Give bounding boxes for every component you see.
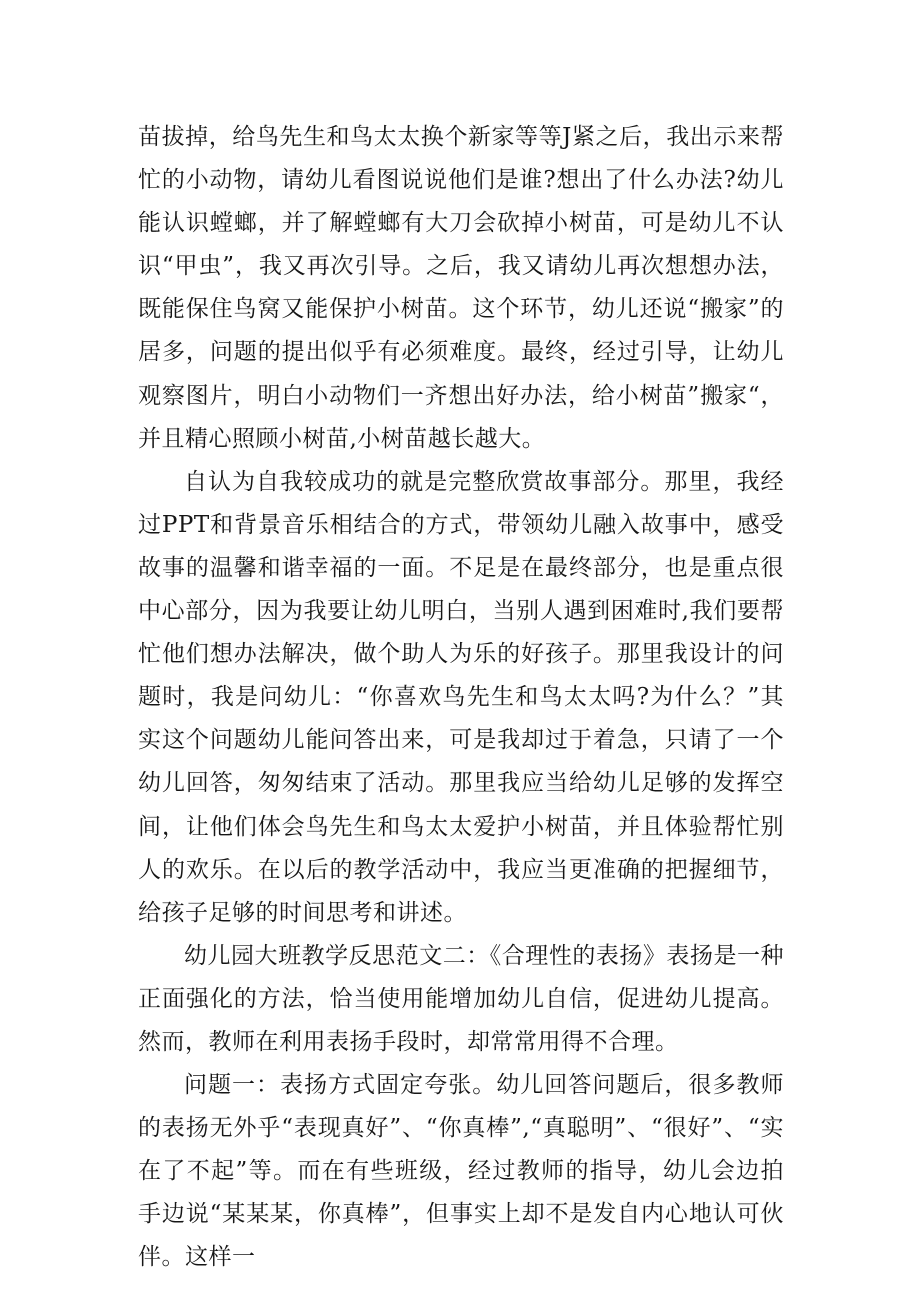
document-body [138, 116, 784, 1280]
paragraph-2: 自认为自我较成功的就是完整欣赏故事部分。那里，我经过PPT和背景音乐相结合的方式，带领幼儿融入故事中，感受故事的温馨和谐幸福的一面。不足是在最终部分，也是重点很中心部分，因为我要让幼儿明白，当别人遇到困难时,我们要帮忙他们想办法解决，做个助人为乐的好孩子。那里我设计的问题时，我是问幼儿：“你喜欢鸟先生和鸟太太吗?为什么？”其实这个问题幼儿能问答出来，可是我却过于着急，只请了一个幼儿回答，匆匆结束了活动。那里我应当给幼儿足够的发挥空间，让他们体会鸟先生和鸟太太爱护小树苗，并且体验帮忙别人的欢乐。在以后的教学活动中，我应当更准确的把握细节，给孩子足够的时间思考和讲述。 [138, 468, 784, 926]
paragraph-1: 苗拔掉，给鸟先生和鸟太太换个新家等等J紧之后，我出示来帮忙的小动物，请幼儿看图说说他们是谁?想出了什么办法?幼儿能认识螳螂，并了解螳螂有大刀会砍掉小树苗，可是幼儿不认识“甲虫”，我又再次引导。之后，我又请幼儿再次想想办法，既能保住鸟窝又能保护小树苗。这个环节，幼儿还说“搬家”的居多，问题的提出似乎有必须难度。最终，经过引导，让幼儿观察图片，明白小动物们一齐想出好办法，给小树苗”搬家“，并且精心照顾小树苗,小树苗越长越大。 [138, 124, 784, 452]
paragraph-4: 问题一：表扬方式固定夸张。幼儿回答问题后，很多教师的表扬无外乎“表现真好”、“你真棒”,“真聪明”、“很好”、“实在了不起”等。而在有些班级，经过教师的指导，幼儿会边拍手边说“某某某，你真棒”，但事实上却不是发自内心地认可伙伴。这样一 [138, 1072, 784, 1271]
paragraph-3: 幼儿园大班教学反思范文二：《合理性的表扬》表扬是一种正面强化的方法，恰当使用能增加幼儿自信，促进幼儿提高。然而，教师在利用表扬手段时，却常常用得不合理。 [138, 942, 784, 1055]
